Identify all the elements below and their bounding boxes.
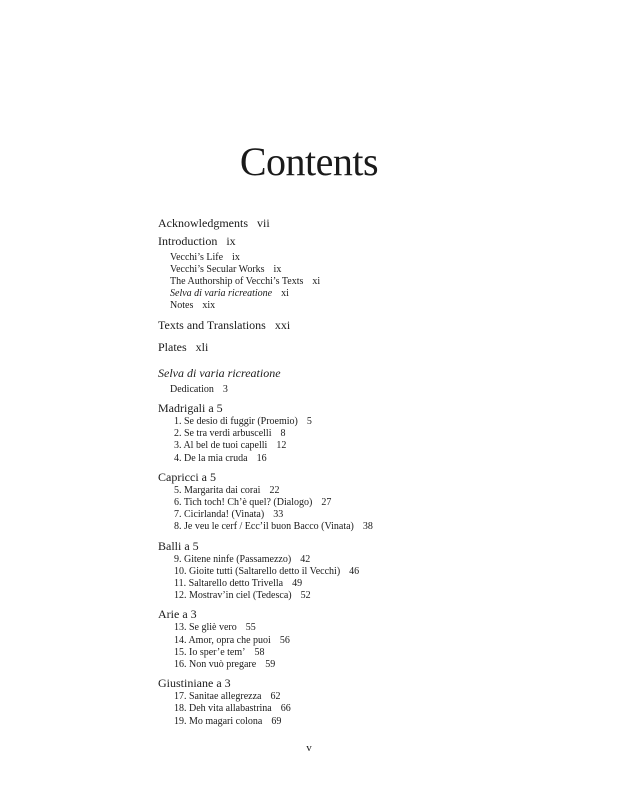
toc-subentry <box>158 288 598 300</box>
toc-item <box>158 647 598 659</box>
entry-page: xix <box>202 300 216 311</box>
item-label: 9. Gitene ninfe (Passamezzo) <box>174 553 292 565</box>
toc-section-heading: Balli a 5 <box>158 538 199 553</box>
entry-page: xli <box>195 340 209 354</box>
item-label: 6. Tich toch! Ch’è quel? (Dialogo) <box>174 497 313 509</box>
item-label: 10. Gioite tutti (Saltarello detto il Vecchi) <box>174 565 341 577</box>
item-page: 46 <box>349 565 360 577</box>
item-page: 55 <box>245 622 256 634</box>
toc-item <box>158 578 598 590</box>
toc-item <box>158 635 598 647</box>
entry-page: ix <box>226 234 236 248</box>
toc-item <box>158 416 598 428</box>
item-label: 3. Al bel de tuoi capelli <box>174 440 268 452</box>
item-label: 19. Mo magari colona <box>174 715 263 727</box>
entry-label: Vecchi’s Secular Works <box>170 264 265 275</box>
item-label: 16. Non vuò pregare <box>174 659 257 671</box>
toc-section-heading: Madrigali a 5 <box>158 401 223 415</box>
toc-item <box>158 428 598 440</box>
item-page: 8 <box>280 428 286 440</box>
toc-item <box>158 453 598 465</box>
page-title: Contents <box>239 139 379 184</box>
item-label: 7. Cicirlanda! (Vinata) <box>174 509 265 521</box>
toc-item <box>158 485 598 497</box>
item-page: 42 <box>300 553 311 565</box>
toc-entry-texts <box>158 316 598 334</box>
entry-page: xi <box>312 276 321 287</box>
item-label: 1. Se desio di fuggir (Proemio) <box>174 416 298 427</box>
item-label: 15. Io sper’e tem’ <box>174 646 246 658</box>
item-page: 58 <box>254 646 265 658</box>
page-number: v <box>306 742 312 754</box>
toc-part-heading: Selva di varia ricreatione <box>158 366 281 380</box>
item-page: 52 <box>300 590 311 602</box>
toc-entry-plates <box>158 338 598 356</box>
item-page: 62 <box>270 691 281 703</box>
toc-item <box>158 521 598 533</box>
item-label: 12. Mostrav’in ciel (Tedesca) <box>174 590 292 602</box>
toc-item <box>158 659 598 671</box>
item-page: 56 <box>279 634 290 646</box>
toc-subentry <box>158 276 598 288</box>
item-page: 33 <box>273 509 284 521</box>
item-label: 18. Deh vita allabastrina <box>174 703 272 715</box>
item-page: 66 <box>280 703 291 715</box>
entry-page: ix <box>273 264 282 275</box>
entry-label: Introduction <box>158 234 218 248</box>
toc-item <box>158 554 598 566</box>
item-page: 27 <box>321 497 332 509</box>
item-label: 13. Se gliè vero <box>174 622 237 634</box>
toc-sections <box>158 396 598 728</box>
entry-page: vii <box>256 216 270 230</box>
toc-item <box>158 622 598 634</box>
toc-item <box>158 509 598 521</box>
toc-entry-introduction <box>158 232 598 250</box>
entry-label: Dedication <box>170 384 214 395</box>
entry-page: xxi <box>274 318 291 332</box>
item-label: 5. Margarita dai corai <box>174 484 261 496</box>
toc-section-heading: Arie a 3 <box>158 607 197 622</box>
entry-label: Acknowledgments <box>158 216 248 230</box>
entry-label: Texts and Translations <box>158 318 266 332</box>
toc-item <box>158 691 598 703</box>
toc-section-heading: Capricci a 5 <box>158 469 216 484</box>
table-of-contents <box>158 214 598 728</box>
toc-entry-dedication <box>158 384 598 396</box>
entry-page: ix <box>232 252 240 263</box>
entry-label: Notes <box>170 300 194 311</box>
toc-item <box>158 566 598 578</box>
toc-item <box>158 590 598 602</box>
toc-item <box>158 716 598 728</box>
entry-label: Plates <box>158 340 187 354</box>
toc-entry-acknowledgments <box>158 214 598 232</box>
toc-item <box>158 703 598 715</box>
item-label: 8. Je veu le cerf / Ecc’il buon Bacco (Vinata) <box>174 521 354 533</box>
toc-subentry <box>158 264 598 276</box>
entry-page: 3 <box>222 384 228 395</box>
item-label: 4. De la mia cruda <box>174 452 248 464</box>
item-page: 49 <box>292 578 303 590</box>
item-page: 59 <box>265 659 276 671</box>
toc-item <box>158 497 598 509</box>
item-label: 2. Se tra verdi arbuscelli <box>174 428 272 440</box>
item-page: 16 <box>256 452 267 464</box>
entry-page: xi <box>281 288 289 299</box>
item-page: 69 <box>271 715 282 727</box>
item-label: 11. Saltarello detto Trivella <box>174 578 284 590</box>
item-page: 5 <box>306 416 312 427</box>
toc-subentry <box>158 252 598 264</box>
toc-item <box>158 440 598 452</box>
entry-label: The Authorship of Vecchi’s Texts <box>170 276 304 287</box>
entry-label: Selva di varia ricreatione <box>170 288 273 299</box>
item-page: 38 <box>362 521 373 533</box>
entry-label: Vecchi’s Life <box>170 252 224 263</box>
item-label: 17. Sanitae allegrezza <box>174 691 262 703</box>
item-page: 12 <box>276 440 287 452</box>
item-page: 22 <box>269 484 280 496</box>
toc-subentry <box>158 300 598 312</box>
toc-section-heading: Giustiniane a 3 <box>158 676 231 691</box>
item-label: 14. Amor, opra che puoi <box>174 634 271 646</box>
